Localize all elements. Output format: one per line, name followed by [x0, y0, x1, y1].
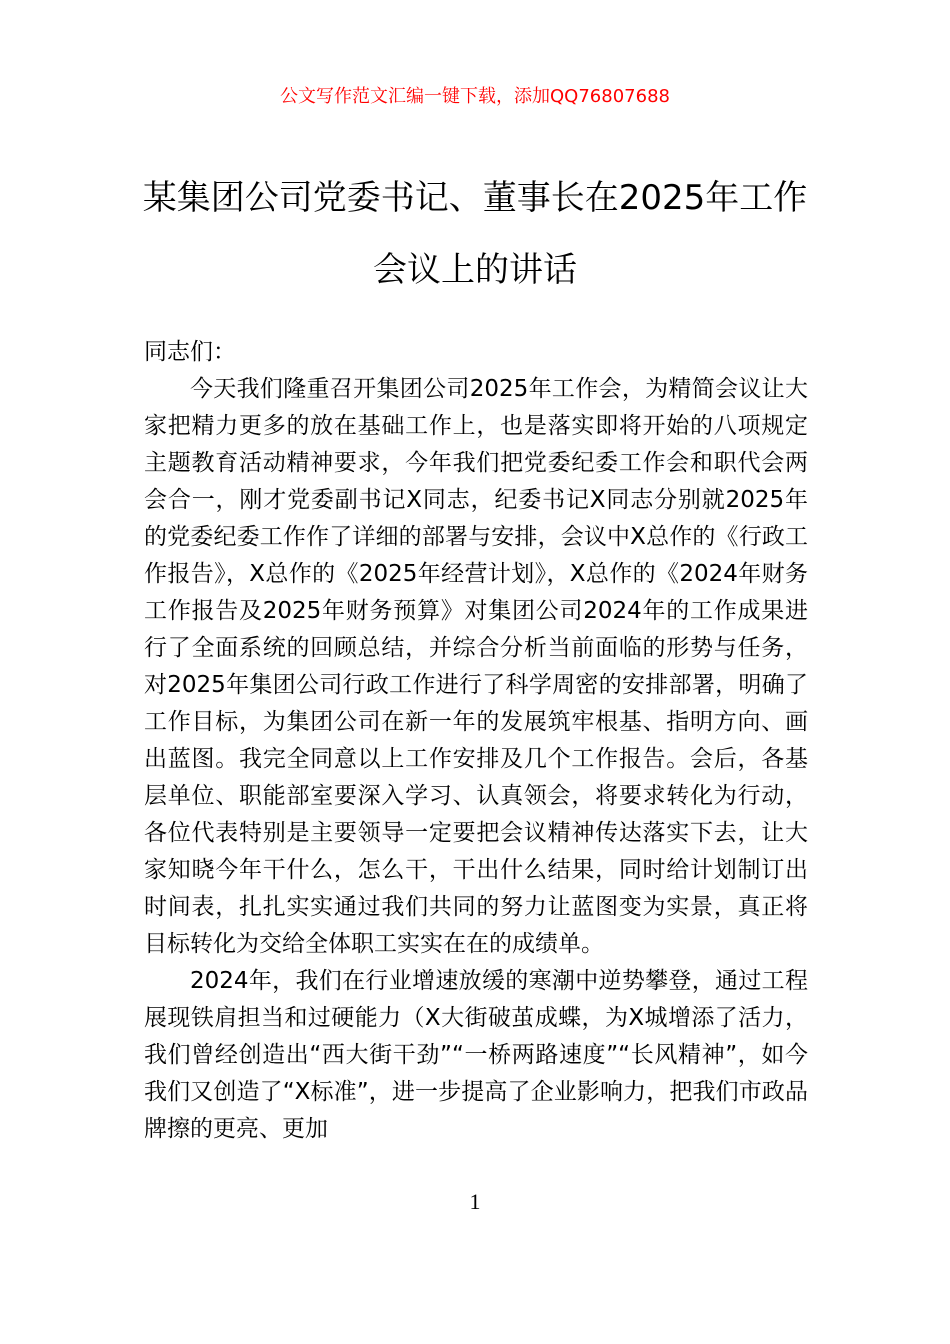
paragraph: 2024年，我们在行业增速放缓的寒潮中逆势攀登，通过工程展现铁肩担当和过硬能力（X大街破茧成蝶，为X城增添了活力，我们曾经创造出“西大街干劲”“一桥两路速度”“长风精神”，如今我们又创造了“X标准”，进一步提高了企业影响力，把我们市政品牌擦的更亮、更加	[144, 968, 808, 1142]
salutation: 同志们：	[144, 339, 236, 365]
page-number: 1	[469, 1189, 481, 1214]
header-download-note: 公文写作范文汇编一键下载，添加QQ76807688	[280, 86, 670, 107]
document-body	[144, 334, 808, 1148]
document-title: 某集团公司党委书记、董事长在2025年工作会议上的讲话	[142, 178, 808, 290]
paragraph: 今天我们隆重召开集团公司2025年工作会，为精简会议让大家把精力更多的放在基础工作上，也是落实即将开始的八项规定主题教育活动精神要求，今年我们把党委纪委工作会和职代会两会合一，刚才党委副书记X同志，纪委书记X同志分别就2025年的党委纪委工作作了详细的部署与安排，会议中X总作的《行政工作报告》，X总作的《2025年经营计划》，X总作的《2024年财务工作报告及2025年财务预算》对集团公司2024年的工作成果进行了全面系统的回顾总结，并综合分析当前面临的形势与任务，对2025年集团公司行政工作进行了科学周密的安排部署，明确了工作目标，为集团公司在新一年的发展筑牢根基、指明方向、画出蓝图。我完全同意以上工作安排及几个工作报告。会后，各基层单位、职能部室要深入学习、认真领会，将要求转化为行动，各位代表特别是主要领导一定要把会议精神传达落实下去，让大家知晓今年干什么，怎么干，干出什么结果，同时给计划制订出时间表，扎扎实实通过我们共同的努力让蓝图变为实景，真正将目标转化为交给全体职工实实在在的成绩单。	[144, 376, 808, 957]
